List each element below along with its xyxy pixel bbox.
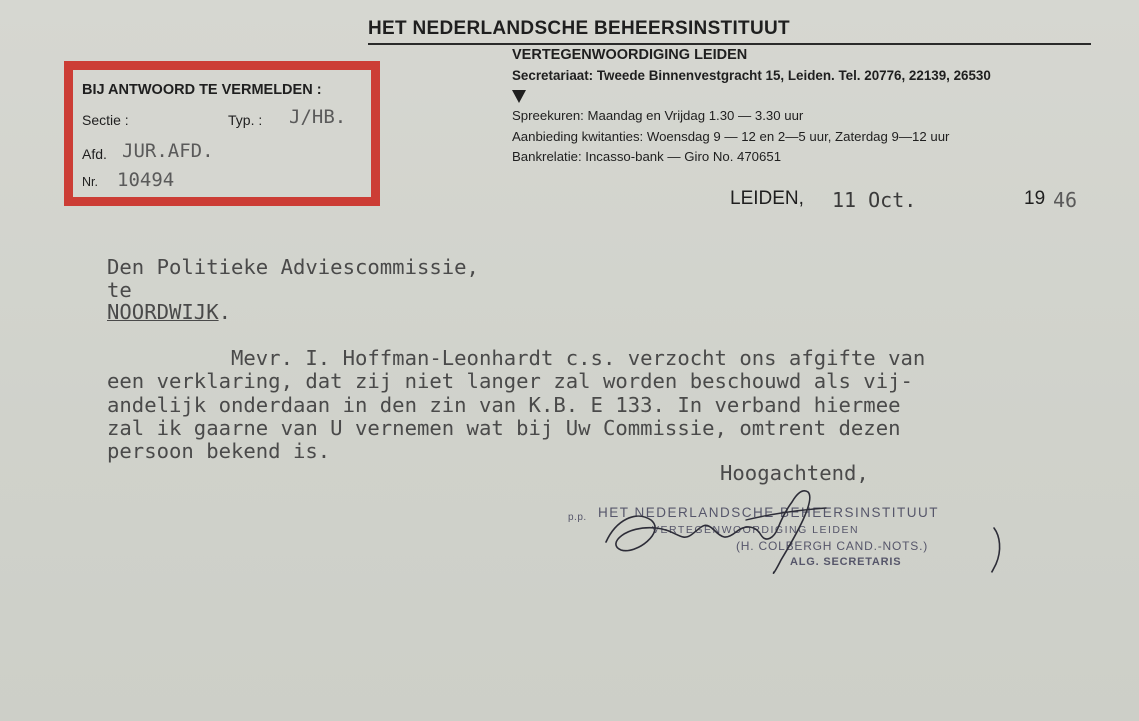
date-place: LEIDEN, — [730, 188, 804, 209]
reference-heading: BIJ ANTWOORD TE VERMELDEN : — [82, 82, 322, 98]
typ-value: J/HB. — [289, 106, 347, 128]
nr-value: 10494 — [117, 169, 175, 191]
office-name: VERTEGENWOORDIGING LEIDEN — [512, 47, 748, 63]
nr-label: Nr. — [82, 175, 98, 189]
reference-box-inner — [73, 70, 371, 197]
institute-title: HET NEDERLANDSCHE BEHEERSINSTITUUT — [368, 18, 790, 39]
sectie-label: Sectie : — [82, 112, 129, 128]
stamp-line-1: HET NEDERLANDSCHE BEHEERSINSTITUUT — [598, 505, 940, 520]
body-line-1: Mevr. I. Hoffman-Leonhardt c.s. verzocht ons afgifte van — [107, 346, 926, 370]
stamp-line-2: VERTEGENWOORDIGING LEIDEN — [652, 524, 860, 536]
receipt-hours: Aanbieding kwitanties: Woensdag 9 — 12 en 2—5 uur, Zaterdag 9—12 uur — [512, 129, 950, 144]
date-day-month: 11 Oct. — [832, 188, 917, 212]
recipient-line-3 — [107, 300, 231, 324]
recipient-city-period: . — [218, 300, 231, 324]
handwritten-signature — [596, 480, 1026, 580]
recipient-city: NOORDWIJK — [107, 300, 219, 324]
body-line-4: zal ik gaarne van U vernemen wat bij Uw Commissie, omtrent dezen — [107, 416, 901, 440]
stamp-line-3: (H. COLBERGH CAND.-NOTS.) — [736, 539, 929, 553]
date-year-suffix: 46 — [1053, 188, 1078, 212]
triangle-marker-icon — [512, 90, 526, 103]
reference-box — [64, 61, 380, 206]
letterhead-rule — [368, 43, 1091, 45]
closing: Hoogachtend, — [720, 461, 869, 485]
secretariat-address: Secretariaat: Tweede Binnenvestgracht 15, Leiden. Tel. 20776, 22139, 26530 — [512, 68, 991, 83]
recipient-line-2: te — [107, 278, 132, 302]
stamp-pp: p.p. — [568, 512, 587, 523]
afd-value: JUR.AFD. — [122, 140, 214, 162]
body-line-2: een verklaring, dat zij niet langer zal worden beschouwd als vij- — [107, 369, 913, 393]
recipient-line-1: Den Politieke Adviescommissie, — [107, 255, 479, 279]
typ-label: Typ. : — [228, 112, 263, 128]
afd-label: Afd. — [82, 146, 107, 162]
body-line-3: andelijk onderdaan in den zin van K.B. E 133. In verband hiermee — [107, 393, 901, 417]
bank-relation: Bankrelatie: Incasso-bank — Giro No. 470651 — [512, 149, 782, 164]
office-hours: Spreekuren: Maandag en Vrijdag 1.30 — 3.30 uur — [512, 108, 804, 123]
body-line-5: persoon bekend is. — [107, 439, 331, 463]
date-year-prefix: 19 — [1024, 188, 1046, 209]
stamp-line-4: ALG. SECRETARIS — [790, 556, 902, 568]
